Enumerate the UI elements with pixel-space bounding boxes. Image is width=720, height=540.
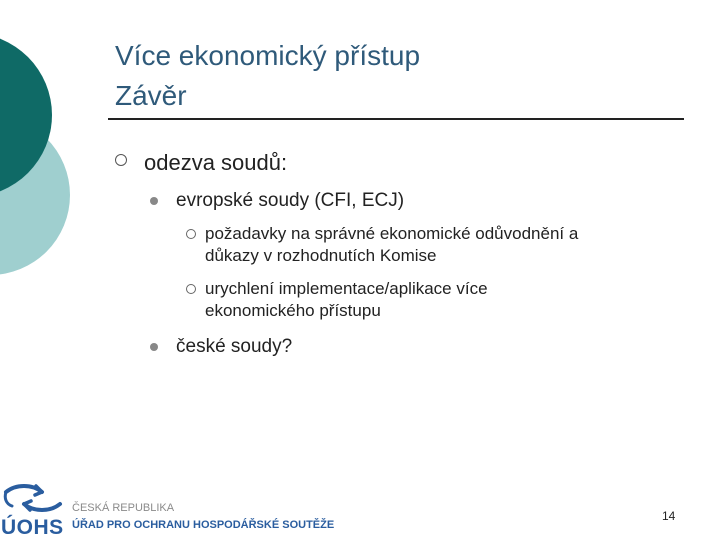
- dot-bullet-icon: [150, 197, 158, 205]
- logo-abbreviation: ÚOHS: [1, 516, 64, 539]
- bullet-level3-line: požadavky na správné ekonomické odůvodnění a: [205, 224, 579, 243]
- logo-country: ČESKÁ REPUBLIKA: [72, 502, 175, 514]
- ring-bullet-icon: [186, 284, 196, 294]
- slide-title: [115, 36, 420, 116]
- slide-title-line-1: Více ekonomický přístup: [115, 40, 421, 71]
- bullet-level3-line: ekonomického přístupu: [205, 301, 381, 320]
- dot-bullet-icon: [150, 343, 158, 351]
- bullet-level2-text: evropské soudy (CFI, ECJ): [176, 190, 405, 211]
- bullet-level3-line: důkazy v rozhodnutích Komise: [205, 246, 437, 265]
- uohs-logo-icon: [2, 482, 64, 514]
- slide-title-line-2: Závěr: [115, 80, 187, 111]
- bullet-level2-text: české soudy?: [176, 336, 293, 357]
- page-number: 14: [662, 509, 676, 523]
- ring-bullet-icon: [115, 154, 127, 166]
- bullet-level3-line: urychlení implementace/aplikace více: [205, 279, 488, 298]
- logo-office-name: ÚŘAD PRO OCHRANU HOSPODÁŘSKÉ SOUTĚŽE: [72, 519, 335, 531]
- bullet-level3-acceleration: [186, 278, 488, 322]
- bullet-level3-requirements: [186, 223, 578, 267]
- decorative-circles: [0, 0, 90, 300]
- ring-bullet-icon: [186, 229, 196, 239]
- bullet-level1-text: odezva soudů:: [144, 150, 288, 175]
- title-divider: [108, 118, 684, 120]
